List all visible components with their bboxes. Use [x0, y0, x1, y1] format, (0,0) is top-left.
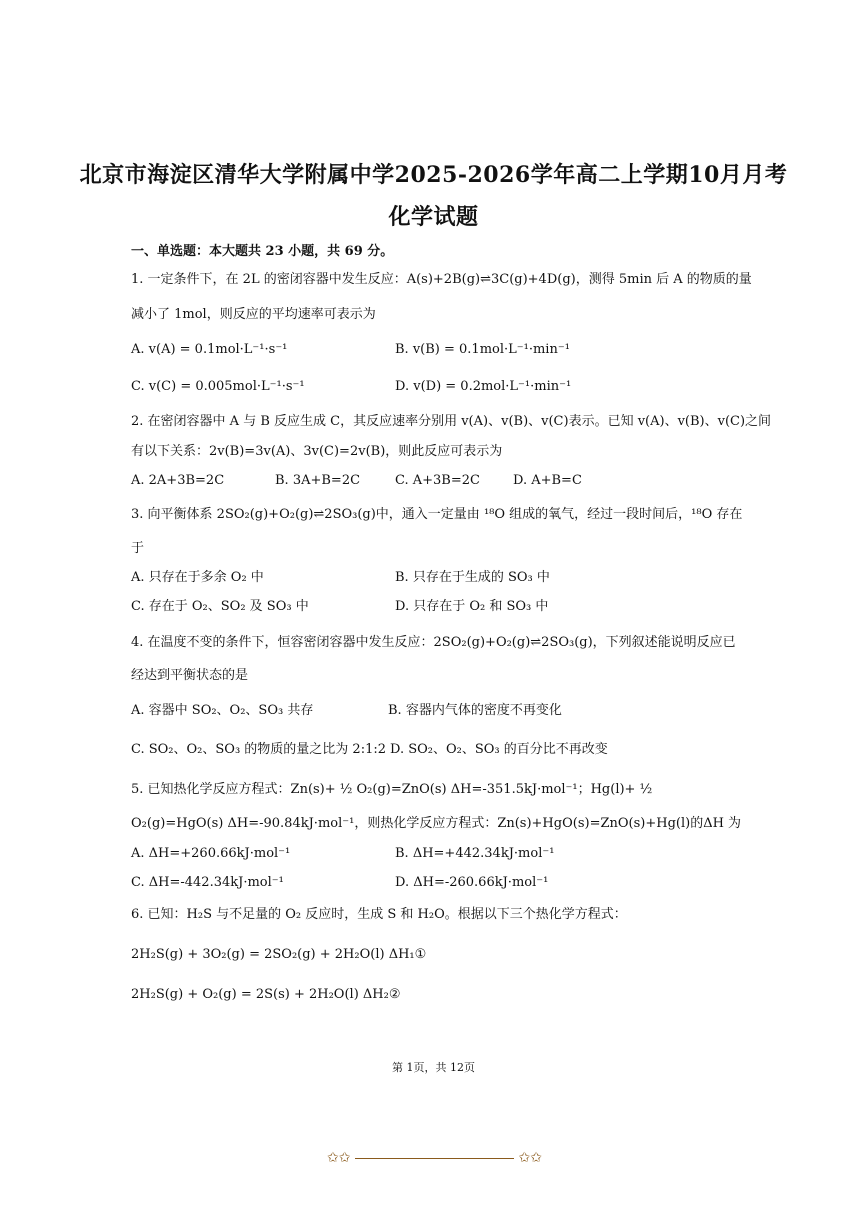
- q1-option-b: B. v(B) = 0.1mol·L⁻¹·min⁻¹: [395, 342, 570, 357]
- q1-option-d: D. v(D) = 0.2mol·L⁻¹·min⁻¹: [395, 379, 572, 394]
- q2-stem-line1: 2. 在密闭容器中 A 与 B 反应生成 C，其反应速率分别用 v(A)、v(B)、v(C)表示。已知 v(A)、v(B)、v(C)之间: [131, 414, 772, 429]
- q5-option-c: C. ΔH=-442.34kJ·mol⁻¹: [131, 875, 284, 890]
- q1-stem-line1: 1. 一定条件下，在 2L 的密闭容器中发生反应：A(s)+2B(g)⇌3C(g)+4D(g)，测得 5min 后 A 的物质的量: [131, 272, 752, 287]
- q4-option-d: D. SO₂、O₂、SO₃ 的百分比不再改变: [390, 742, 608, 757]
- q2-option-b: B. 3A+B=2C: [275, 473, 361, 488]
- q2-stem-line2: 有以下关系：2v(B)=3v(A)、3v(C)=2v(B)，则此反应可表示为: [131, 444, 503, 459]
- title-line-1: 北京市海淀区清华大学附属中学2025-2026学年高二上学期10月月考: [79, 162, 788, 188]
- q6-stem-line1: 6. 已知：H₂S 与不足量的 O₂ 反应时，生成 S 和 H₂O。根据以下三个热化学方程式：: [131, 907, 627, 922]
- q5-stem-line1: 5. 已知热化学反应方程式：Zn(s)+ ½ O₂(g)=ZnO(s) ΔH=-351.5kJ·mol⁻¹；Hg(l)+ ½: [131, 782, 653, 797]
- q3-option-d: D. 只存在于 O₂ 和 SO₃ 中: [395, 599, 549, 614]
- q2-option-a: A. 2A+3B=2C: [131, 473, 225, 488]
- q5-stem-line2: O₂(g)=HgO(s) ΔH=-90.84kJ·mol⁻¹，则热化学反应方程式：Zn(s)+HgO(s)=ZnO(s)+Hg(l)的ΔH 为: [131, 816, 742, 831]
- ornament-rule: [355, 1158, 514, 1159]
- q4-option-c: C. SO₂、O₂、SO₃ 的物质的量之比为 2:1:2: [131, 742, 387, 757]
- q4-option-b: B. 容器内气体的密度不再变化: [388, 703, 562, 718]
- star-icon: ✩✩: [327, 1150, 351, 1166]
- q3-stem-line2: 于: [131, 541, 145, 556]
- q5-option-d: D. ΔH=-260.66kJ·mol⁻¹: [395, 875, 549, 890]
- q4-stem-line1: 4. 在温度不变的条件下，恒容密闭容器中发生反应：2SO₂(g)+O₂(g)⇌2SO₃(g)，下列叙述能说明反应已: [131, 635, 736, 650]
- q5-option-b: B. ΔH=+442.34kJ·mol⁻¹: [395, 846, 555, 861]
- q5-option-a: A. ΔH=+260.66kJ·mol⁻¹: [131, 846, 291, 861]
- title-line-2: 化学试题: [388, 204, 479, 230]
- q6-equation-1: 2H₂S(g) + 3O₂(g) = 2SO₂(g) + 2H₂O(l) ΔH₁①: [131, 947, 427, 962]
- star-icon: ✩✩: [518, 1150, 542, 1166]
- q3-option-b: B. 只存在于生成的 SO₃ 中: [395, 570, 550, 585]
- q4-option-a: A. 容器中 SO₂、O₂、SO₃ 共存: [131, 703, 314, 718]
- q2-option-c: C. A+3B=2C: [395, 473, 480, 488]
- q1-stem-line2: 减小了 1mol，则反应的平均速率可表示为: [131, 307, 376, 322]
- q3-option-c: C. 存在于 O₂、SO₂ 及 SO₃ 中: [131, 599, 309, 614]
- q1-option-a: A. v(A) = 0.1mol·L⁻¹·s⁻¹: [131, 342, 288, 357]
- q1-option-c: C. v(C) = 0.005mol·L⁻¹·s⁻¹: [131, 379, 305, 394]
- q6-equation-2: 2H₂S(g) + O₂(g) = 2S(s) + 2H₂O(l) ΔH₂②: [131, 987, 401, 1002]
- footer-ornament: [327, 1150, 542, 1168]
- q3-stem-line1: 3. 向平衡体系 2SO₂(g)+O₂(g)⇌2SO₃(g)中，通入一定量由 ¹⁸O 组成的氧气，经过一段时间后，¹⁸O 存在: [131, 507, 743, 522]
- q2-option-d: D. A+B=C: [513, 473, 582, 488]
- q3-option-a: A. 只存在于多余 O₂ 中: [131, 570, 264, 585]
- q4-stem-line2: 经达到平衡状态的是: [131, 668, 249, 683]
- page-footer: 第 1页，共 12页: [392, 1061, 475, 1074]
- section-heading: 一、单选题：本大题共 23 小题，共 69 分。: [131, 244, 394, 259]
